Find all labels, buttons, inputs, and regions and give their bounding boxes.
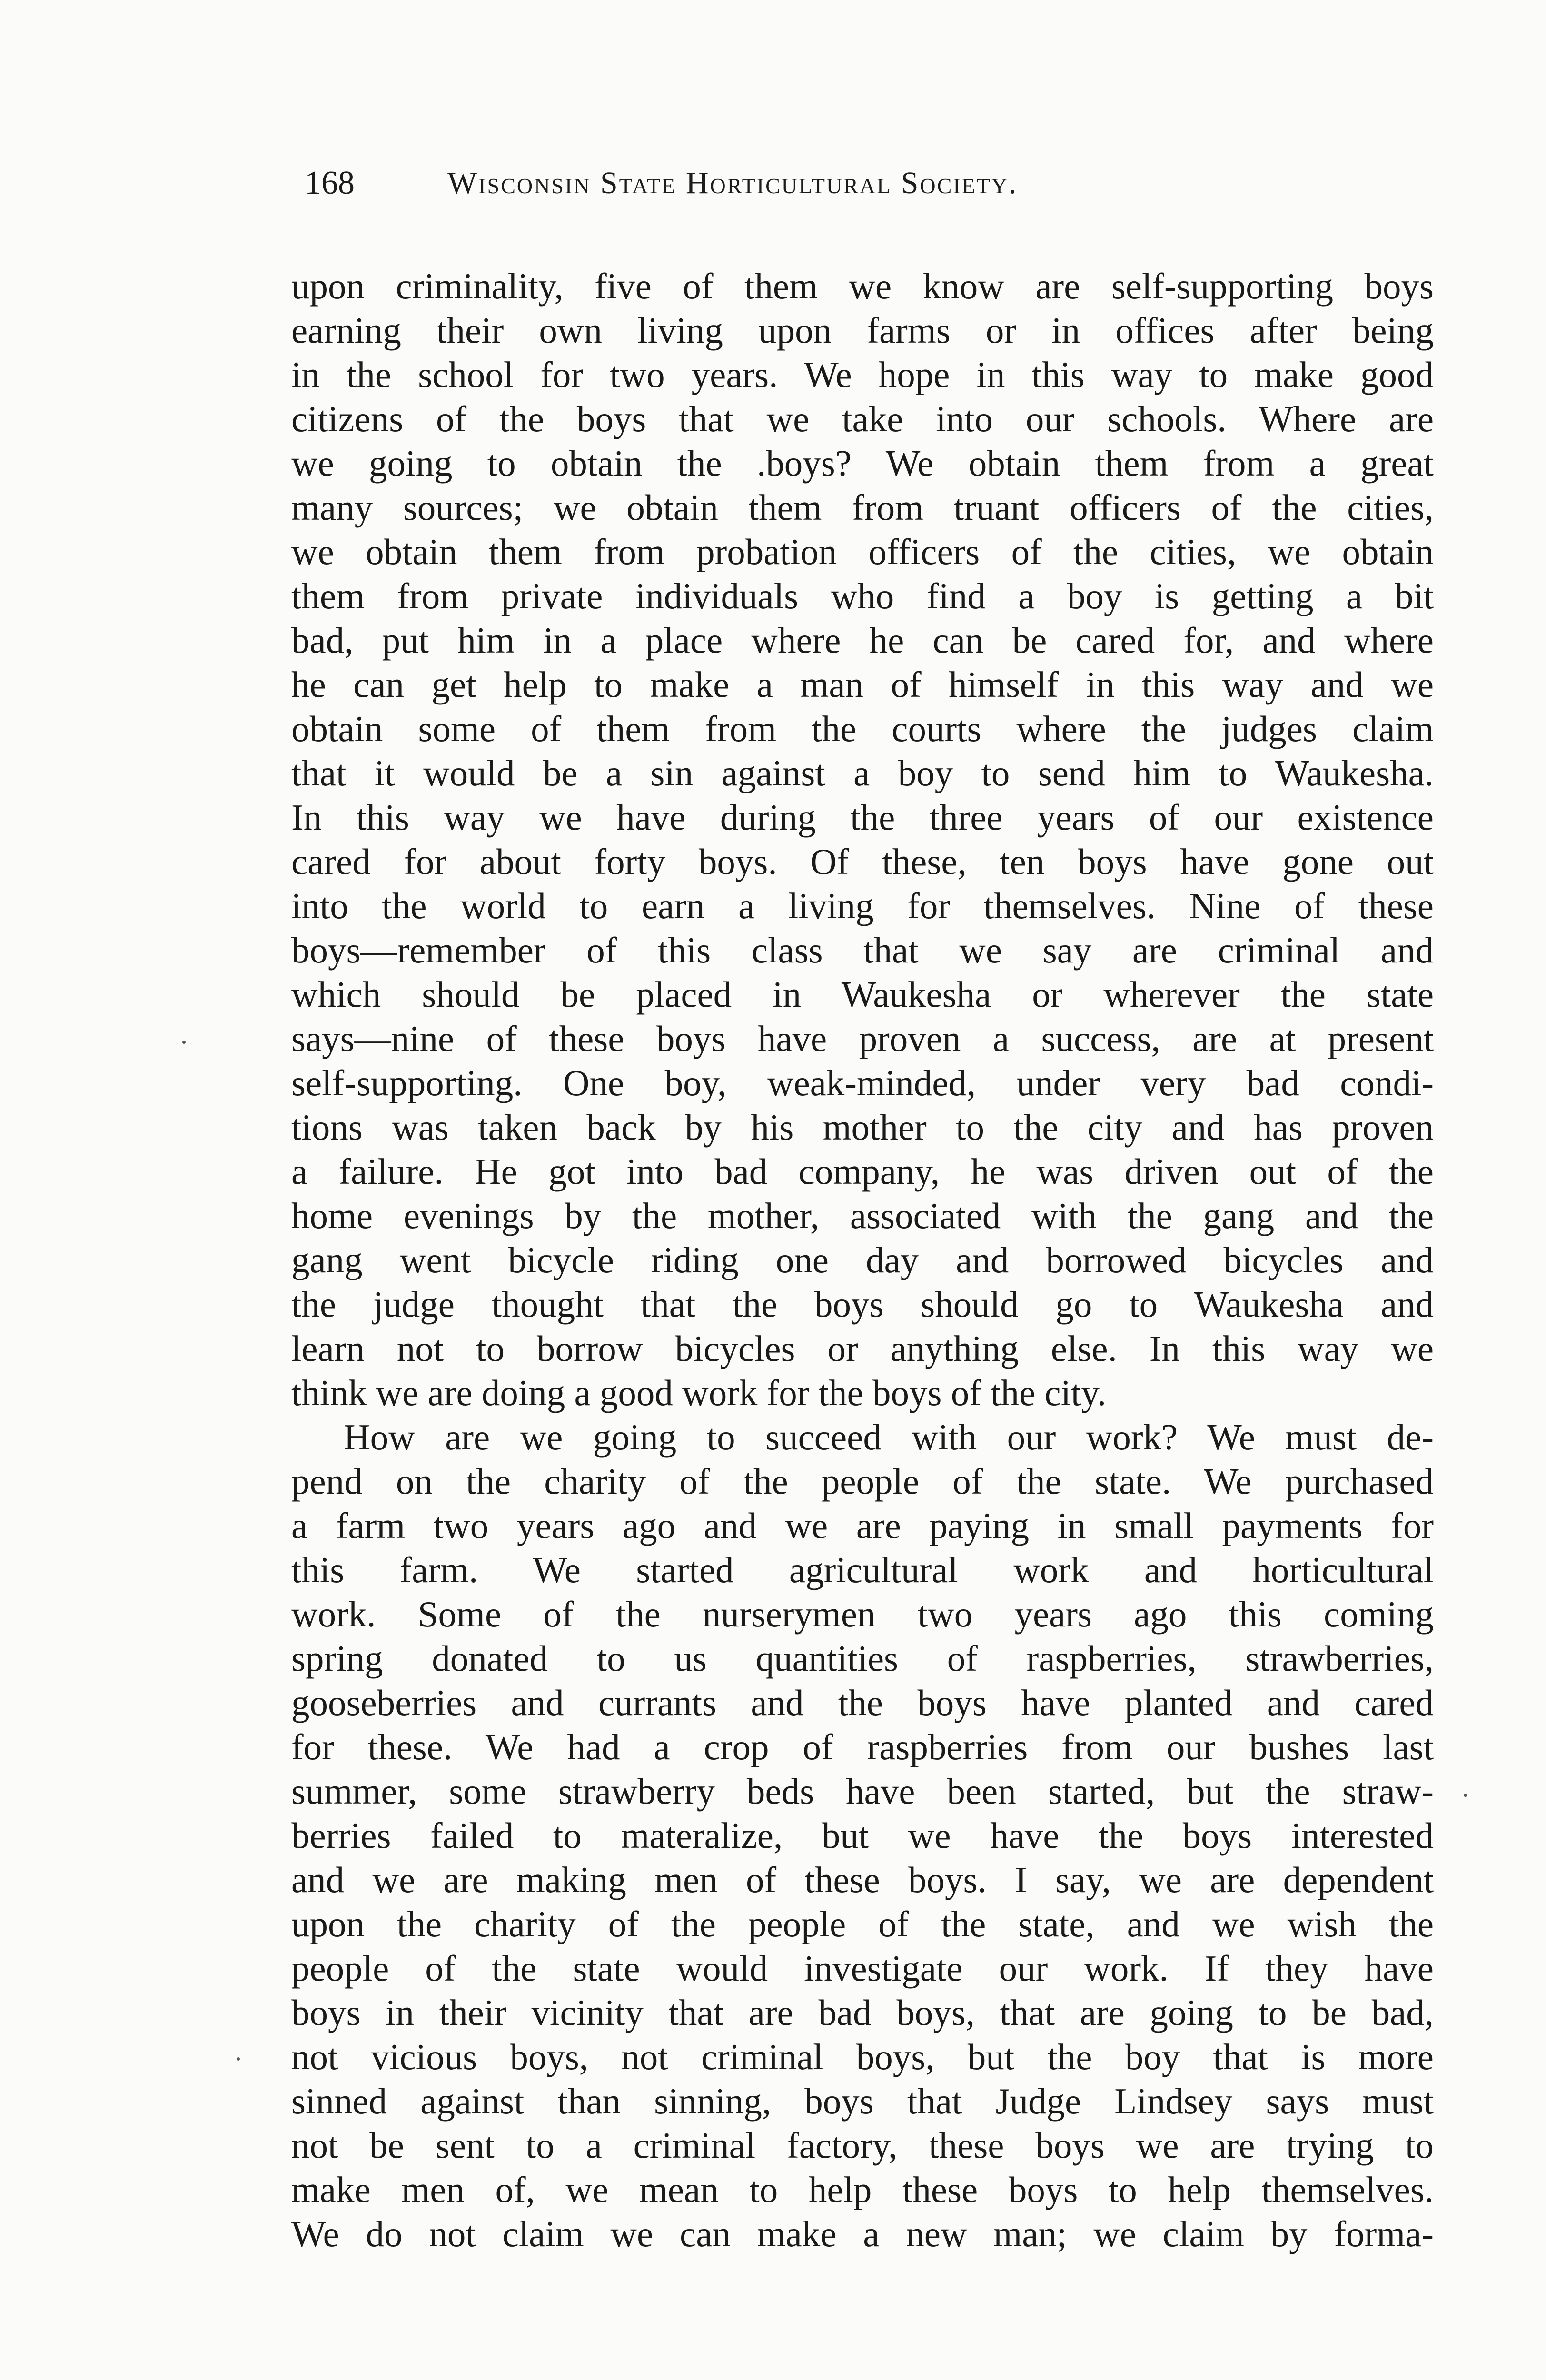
text-line: into the world to earn a living for themselves. Nine of these [291,885,1434,926]
text-line: boys—remember of this class that we say are criminal and [291,930,1434,971]
paragraph [291,1415,1434,2256]
text-line: How are we going to succeed with our work? We must de- [344,1417,1434,1458]
text-line: that it would be a sin against a boy to send him to Waukesha. [291,753,1434,793]
page-number: 168 [305,165,355,201]
text-line: tions was taken back by his mother to the city and has proven [291,1107,1434,1148]
text-line: cared for about forty boys. Of these, ten boys have gone out [291,841,1434,882]
text-line: obtain some of them from the courts where the judges claim [291,708,1434,749]
text-line: the judge thought that the boys should go to Waukesha and [291,1284,1434,1325]
text-line: earning their own living upon farms or in offices after being [291,310,1434,351]
text-line: many sources; we obtain them from truant officers of the cities, [291,487,1434,528]
text-line: learn not to borrow bicycles or anything else. In this way we [291,1328,1434,1369]
text-line: spring donated to us quantities of raspberries, strawberries, [291,1638,1434,1679]
page-header [305,162,1299,214]
text-line: We do not claim we can make a new man; we claim by forma- [291,2213,1434,2254]
text-line: home evenings by the mother, associated with the gang and the [291,1195,1434,1236]
text-line: upon criminality, five of them we know are self-supporting boys [291,266,1434,307]
text-line: we going to obtain the .boys? We obtain them from a great [291,443,1434,484]
text-line: summer, some strawberry beds have been started, but the straw- [291,1771,1434,1812]
text-line: citizens of the boys that we take into our schools. Where are [291,398,1434,439]
text-line: says—nine of these boys have proven a success, are at present [291,1018,1434,1059]
text-line: self-supporting. One boy, weak-minded, under very bad condi- [291,1062,1434,1103]
text-line: pend on the charity of the people of the state. We purchased [291,1461,1434,1502]
ink-speck [1464,1794,1467,1797]
text-line: not be sent to a criminal factory, these boys we are trying to [291,2125,1434,2166]
text-line: which should be placed in Waukesha or wherever the state [291,974,1434,1015]
paragraph [291,264,1434,1415]
text-line: In this way we have during the three years of our existence [291,797,1434,838]
text-line: think we are doing a good work for the boys of the city. [291,1372,1107,1413]
text-line: bad, put him in a place where he can be cared for, and where [291,620,1434,661]
running-head: Wisconsin State Horticultural Society. [447,166,1018,200]
text-line: not vicious boys, not criminal boys, but the boy that is more [291,2036,1434,2077]
text-line: gang went bicycle riding one day and borrowed bicycles and [291,1240,1434,1280]
text-line: make men of, we mean to help these boys to help themselves. [291,2169,1434,2210]
text-line: work. Some of the nurserymen two years ago this coming [291,1594,1434,1635]
ink-speck [182,1041,186,1044]
text-line: upon the charity of the people of the state, and we wish the [291,1904,1434,1944]
ink-speck [237,2057,240,2061]
text-line: in the school for two years. We hope in this way to make good [291,354,1434,395]
text-line: gooseberries and currants and the boys have planted and cared [291,1682,1434,1723]
text-line: people of the state would investigate our work. If they have [291,1948,1434,1989]
text-line: them from private individuals who find a boy is getting a bit [291,575,1434,616]
text-line: we obtain them from probation officers of the cities, we obtain [291,531,1434,572]
text-line: he can get help to make a man of himself in this way and we [291,664,1434,705]
text-line: berries failed to materalize, but we have the boys interested [291,1815,1434,1856]
text-line: this farm. We started agricultural work and horticultural [291,1549,1434,1590]
text-line: a failure. He got into bad company, he was driven out of the [291,1151,1434,1192]
body-text [291,264,1434,2256]
text-line: boys in their vicinity that are bad boys, that are going to be bad, [291,1992,1434,2033]
text-line: and we are making men of these boys. I say, we are dependent [291,1859,1434,1900]
text-line: for these. We had a crop of raspberries from our bushes last [291,1726,1434,1767]
text-line: sinned against than sinning, boys that Judge Lindsey says must [291,2081,1434,2122]
text-line: a farm two years ago and we are paying in small payments for [291,1505,1434,1546]
